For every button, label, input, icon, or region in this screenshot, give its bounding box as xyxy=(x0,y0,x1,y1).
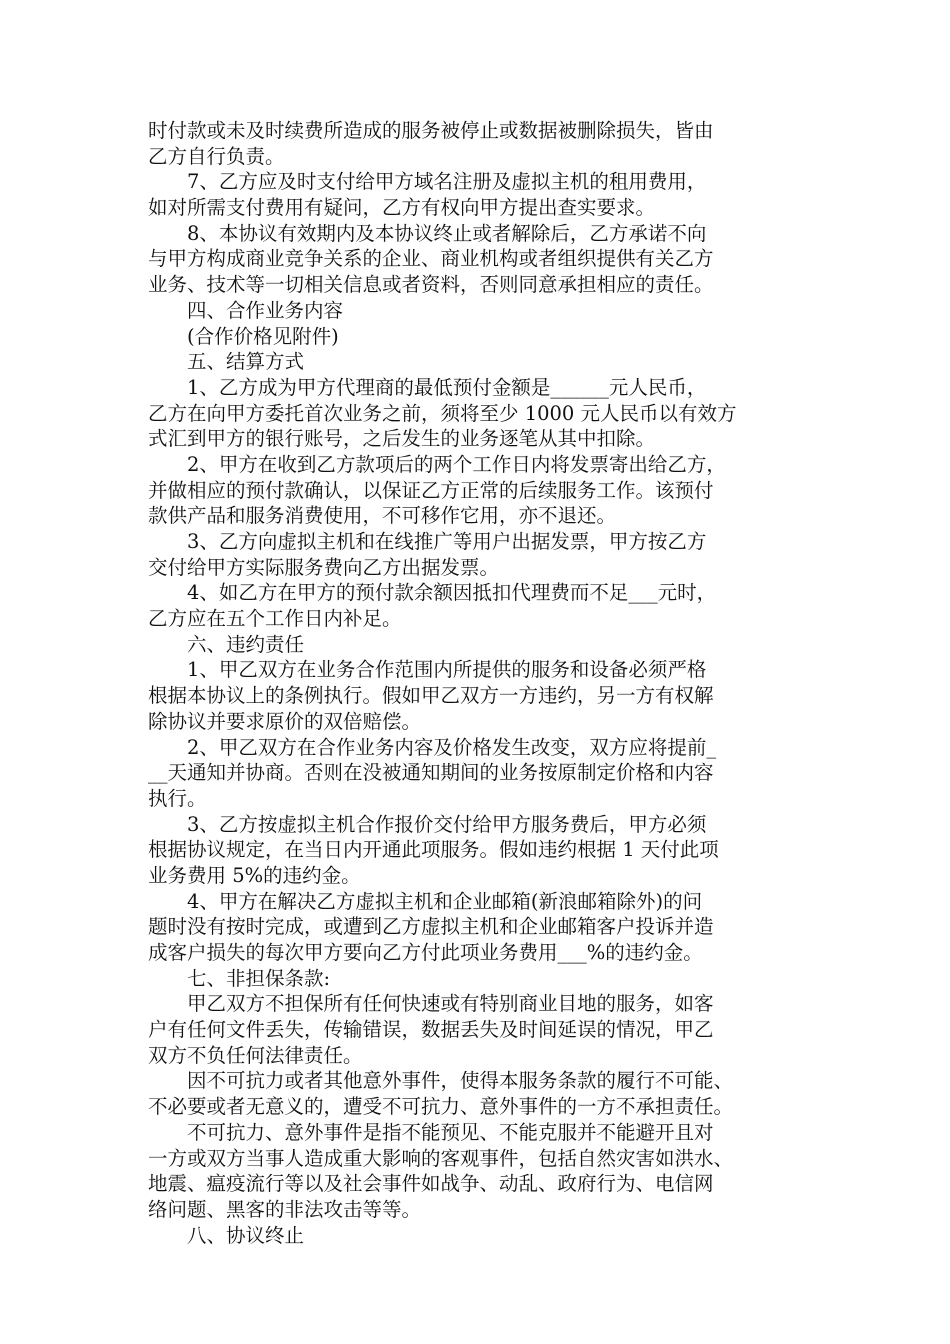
text-line: 2、甲方在收到乙方款项后的两个工作日内将发票寄出给乙方， xyxy=(148,452,726,476)
text-line: 4、如乙方在甲方的预付款余额因抵扣代理费而不足___元时， xyxy=(148,581,717,605)
text-line: 除协议并要求原价的双倍赔偿。 xyxy=(148,709,422,733)
text-line: (合作价格见附件) xyxy=(148,324,339,348)
text-line: 3、乙方向虚拟主机和在线推广等用户出据发票，甲方按乙方 xyxy=(148,530,707,553)
text-line: 3、乙方按虚拟主机合作报价交付给甲方服务费后，甲方必须 xyxy=(148,812,707,836)
text-line: 乙方应在五个工作日内补足。 xyxy=(148,607,402,631)
text-line: 七、非担保条款: xyxy=(148,966,331,990)
text-line: 乙方在向甲方委托首次业务之前，须将至少 1000 元人民币以有效方 xyxy=(148,401,737,425)
text-line: __天通知并协商。否则在没被通知期间的业务按原制定价格和内容 xyxy=(148,761,714,785)
text-line: 成客户损失的每次甲方要向乙方付此项业务费用___%的违约金。 xyxy=(148,941,703,964)
text-line: 时付款或未及时续费所造成的服务被停止或数据被删除损失，皆由 xyxy=(148,119,714,142)
text-line: 业务费用 5%的违约金。 xyxy=(148,863,361,887)
text-line: 不可抗力、意外事件是指不能预见、不能克服并不能避开且对 xyxy=(148,1120,714,1144)
text-line: 款供产品和服务消费使用，不可移作它用，亦不退还。 xyxy=(148,504,617,528)
document-body xyxy=(148,118,818,1248)
text-line: 8、本协议有效期内及本协议终止或者解除后，乙方承诺不向 xyxy=(148,221,707,245)
text-line: 业务、技术等一切相关信息或者资料，否则同意承担相应的责任。 xyxy=(148,273,714,297)
text-line: 根据协议规定，在当日内开通此项服务。假如违约根据 1 天付此项 xyxy=(148,838,719,862)
text-line: 2、甲乙双方在合作业务内容及价格发生改变，双方应将提前_ xyxy=(148,735,717,759)
text-line: 1、甲乙双方在业务合作范围内所提供的服务和设备必须严格 xyxy=(148,658,707,682)
text-line: 五、结算方式 xyxy=(148,350,305,374)
text-line: 六、违约责任 xyxy=(148,632,305,656)
text-line: 题时没有按时完成，或遭到乙方虚拟主机和企业邮箱客户投诉并造 xyxy=(148,915,714,939)
text-line: 不必要或者无意义的，遭受不可抗力、意外事件的一方不承担责任。 xyxy=(148,1095,734,1119)
text-line: 一方或双方当事人造成重大影响的客观事件，包括自然灾害如洪水、 xyxy=(148,1146,734,1170)
text-line: 执行。 xyxy=(148,786,207,810)
text-line: 络问题、黑客的非法攻击等等。 xyxy=(148,1197,422,1221)
text-line: 4、甲方在解决乙方虚拟主机和企业邮箱(新浪邮箱除外)的问 xyxy=(148,889,703,913)
text-line: 因不可抗力或者其他意外事件，使得本服务条款的履行不可能、 xyxy=(148,1069,734,1093)
text-line: 四、合作业务内容 xyxy=(148,298,344,322)
text-line: 如对所需支付费用有疑问，乙方有权向甲方提出查实要求。 xyxy=(148,196,656,220)
text-line: 乙方自行负责。 xyxy=(148,144,285,168)
text-line: 并做相应的预付款确认，以保证乙方正常的后续服务工作。该预付 xyxy=(148,478,714,502)
text-line: 八、协议终止 xyxy=(148,1223,305,1247)
text-line: 7、乙方应及时支付给甲方域名注册及虚拟主机的租用费用， xyxy=(148,170,707,194)
text-line: 式汇到甲方的银行账号，之后发生的业务逐笔从其中扣除。 xyxy=(148,427,656,451)
text-line: 与甲方构成商业竞争关系的企业、商业机构或者组织提供有关乙方 xyxy=(148,247,714,271)
text-line: 双方不负任何法律责任。 xyxy=(148,1043,363,1067)
text-line: 交付给甲方实际服务费向乙方出据发票。 xyxy=(148,555,500,579)
text-line: 户有任何文件丢失，传输错误，数据丢失及时间延误的情况，甲乙 xyxy=(148,1018,714,1042)
text-line: 根据本协议上的条例执行。假如甲乙双方一方违约，另一方有权解 xyxy=(148,684,714,708)
text-line: 1、乙方成为甲方代理商的最低预付金额是______元人民币， xyxy=(148,375,707,399)
text-line: 地震、瘟疫流行等以及社会事件如战争、动乱、政府行为、电信网 xyxy=(148,1172,714,1196)
text-line: 甲乙双方不担保所有任何快速或有特别商业目地的服务，如客 xyxy=(148,992,714,1016)
